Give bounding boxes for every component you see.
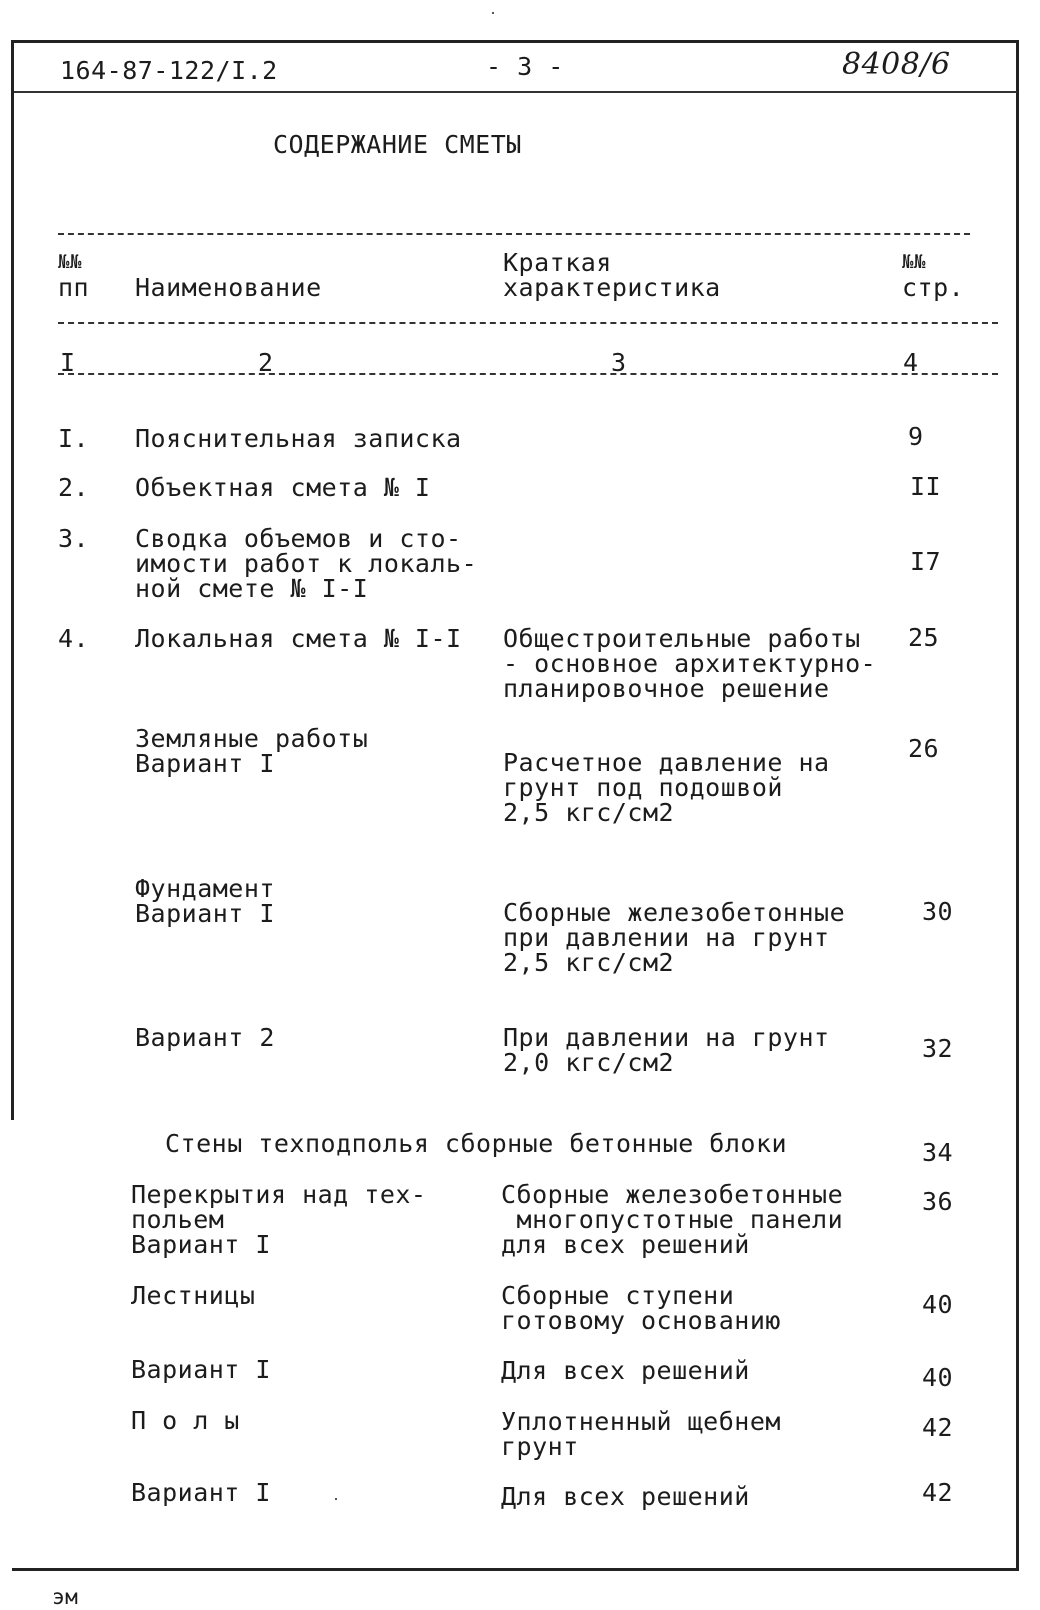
row-6-name: Фундамент Вариант I: [135, 874, 275, 928]
row-4-name: Локальная смета № I-I: [135, 624, 462, 653]
scan-speck: [335, 1498, 337, 1500]
row-9-page: 36: [922, 1187, 954, 1216]
column-index-2: 2: [258, 348, 274, 377]
row-4-desc: Общестроительные работы - основное архитектурно- планировочное решение: [503, 624, 877, 703]
column-index-1: I: [60, 348, 76, 377]
row-7-name: Вариант 2: [135, 1023, 275, 1052]
row-13-page: 42: [922, 1478, 954, 1507]
column-name-header: Наименование: [135, 273, 322, 302]
row-9-desc: Сборные железобетонные многопустотные панели для всех решений: [501, 1180, 844, 1259]
row-11-desc: Для всех решений: [501, 1356, 750, 1385]
column-desc-line2: характеристика: [503, 273, 721, 302]
row-4-num: 4.: [58, 624, 90, 653]
row-4-page: 25: [908, 623, 940, 652]
row-7-page: 32: [922, 1034, 954, 1063]
header-divider: [14, 91, 1017, 93]
column-num-line1: №№: [58, 251, 82, 273]
row-1-num: I.: [58, 424, 90, 453]
scan-speck: [492, 12, 494, 14]
row-13-desc: Для всех решений: [501, 1482, 750, 1511]
row-3-num: 3.: [58, 524, 90, 553]
row-12-page: 42: [922, 1413, 954, 1442]
footer-mark: эм: [52, 1585, 79, 1609]
row-2-page: II: [910, 472, 942, 501]
column-page-line2: стр.: [902, 273, 965, 302]
row-12-name: П о л ы: [131, 1406, 240, 1435]
row-2-name: Объектная смета № I: [135, 473, 431, 502]
row-11-page: 40: [922, 1363, 954, 1392]
row-1-page: 9: [908, 422, 924, 451]
row-13-name: Вариант I: [131, 1478, 271, 1507]
row-3-name: Сводка объемов и сто- имости работ к локаль- ной смете № I-I: [135, 524, 478, 603]
row-10-name: Лестницы: [131, 1281, 256, 1310]
column-index-3: 3: [611, 348, 627, 377]
row-10-desc: Сборные ступени готовому основанию: [501, 1281, 781, 1335]
header-bottom-rule: [58, 322, 998, 324]
row-3-page: I7: [910, 547, 942, 576]
row-10-page: 40: [922, 1290, 954, 1319]
row-8-page: 34: [922, 1138, 954, 1167]
row-1-name: Пояснительная записка: [135, 424, 462, 453]
row-5-name: Земляные работы Вариант I: [135, 724, 369, 778]
row-6-page: 30: [922, 897, 954, 926]
column-desc-line1: Краткая: [503, 248, 612, 277]
page-title: СОДЕРЖАНИЕ СМЕТЫ: [273, 130, 522, 159]
row-6-desc: Сборные железобетонные при давлении на грунт 2,5 кгс/см2: [503, 898, 846, 977]
row-7-desc: При давлении на грунт 2,0 кгс/см2: [503, 1023, 830, 1077]
page-number: - 3 -: [486, 52, 564, 81]
row-12-desc: Уплотненный щебнем грунт: [501, 1407, 781, 1461]
document-code: 164-87-122/I.2: [60, 56, 278, 85]
row-11-name: Вариант I: [131, 1355, 271, 1384]
row-5-desc: Расчетное давление на грунт под подошвой 2,5 кгс/см2: [503, 748, 830, 827]
row-9-name: Перекрытия над тех- польем Вариант I: [131, 1180, 427, 1259]
index-row-rule: [58, 373, 998, 375]
table-top-rule: [58, 233, 970, 235]
column-index-4: 4: [903, 348, 919, 377]
archive-number: 8408/6: [842, 47, 951, 82]
column-page-line1: №№: [902, 251, 926, 273]
row-2-num: 2.: [58, 473, 90, 502]
page-frame-left-edge: [11, 40, 14, 1120]
row-8-name: Стены техподполья сборные бетонные блоки: [165, 1129, 788, 1158]
row-5-page: 26: [908, 734, 940, 763]
column-num-line2: пп: [58, 273, 90, 302]
